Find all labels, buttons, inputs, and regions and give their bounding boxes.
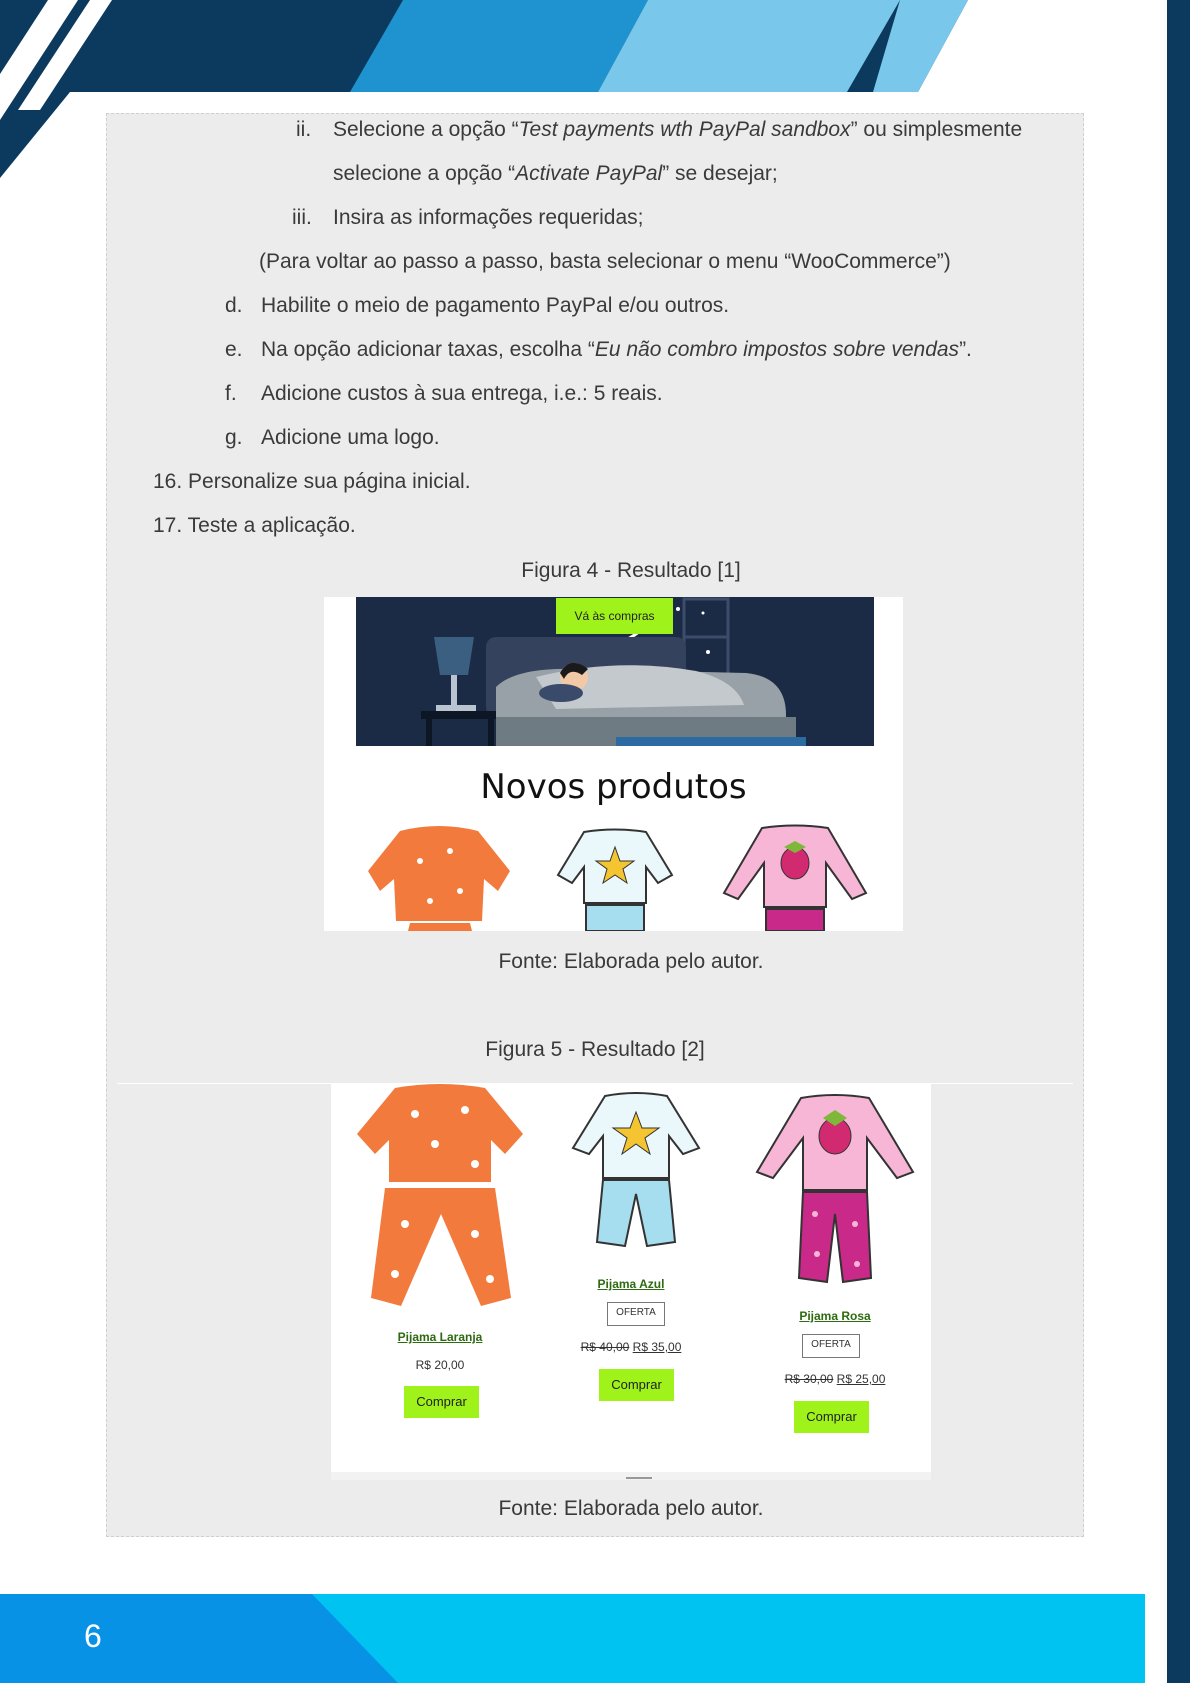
product-name-link[interactable]: Pijama Azul	[597, 1277, 665, 1291]
orange-pajama-image	[360, 821, 518, 931]
figure5-caption: Figura 5 - Resultado [2]	[485, 1038, 705, 1061]
pink-pajama-image	[720, 823, 870, 931]
footer-band	[0, 1594, 1145, 1683]
new-products-heading: Novos produtos	[480, 767, 747, 807]
list-item-f: Adicione custos à sua entrega, i.e.: 5 reais.	[261, 382, 663, 405]
right-sidebar-bar	[1167, 0, 1190, 1683]
shop-now-button[interactable]: Vá às compras	[556, 598, 673, 634]
blue-pajama-image	[571, 1092, 701, 1252]
list-letter-g: g.	[225, 426, 243, 449]
product-price: R$ 20,00	[415, 1358, 465, 1372]
list-item-16: 16. Personalize sua página inicial.	[153, 470, 471, 493]
list-letter-e: e.	[225, 338, 243, 361]
list-item-iii: Insira as informações requeridas;	[333, 206, 644, 229]
list-item-e: Na opção adicionar taxas, escolha “Eu não combro impostos sobre vendas”.	[261, 338, 972, 361]
sale-badge: OFERTA	[607, 1302, 665, 1326]
list-item-ii-line1: Selecione a opção “Test payments wth PayPal sandbox” ou simplesmente	[333, 118, 1023, 141]
list-number-iii: iii.	[292, 206, 312, 229]
figure4-source: Fonte: Elaborada pelo autor.	[498, 950, 764, 973]
orange-pajama-image	[355, 1084, 525, 1314]
list-item-17: 17. Teste a aplicação.	[153, 514, 356, 537]
blue-pajama-image	[554, 827, 676, 931]
pink-pajama-image	[755, 1094, 915, 1294]
list-letter-d: d.	[225, 294, 243, 317]
buy-button[interactable]: Comprar	[404, 1386, 479, 1418]
right-sidebar-gap	[1160, 0, 1167, 1683]
product-name-link[interactable]: Pijama Laranja	[397, 1330, 483, 1344]
scroll-indicator	[626, 1477, 652, 1479]
product-price: R$ 30,00 R$ 25,00	[784, 1372, 886, 1386]
list-item-ii-line2: selecione a opção “Activate PayPal” se desejar;	[333, 162, 778, 185]
list-item-g: Adicione uma logo.	[261, 426, 440, 449]
list-item-d: Habilite o meio de pagamento PayPal e/ou outros.	[261, 294, 730, 317]
list-number-ii: ii.	[296, 118, 312, 141]
buy-button[interactable]: Comprar	[599, 1369, 674, 1401]
buy-button[interactable]: Comprar	[794, 1401, 869, 1433]
product-name-link[interactable]: Pijama Rosa	[799, 1309, 871, 1323]
page-number: 6	[84, 1618, 102, 1654]
list-note: (Para voltar ao passo a passo, basta selecionar o menu “WooCommerce”)	[259, 250, 951, 273]
product-price: R$ 40,00 R$ 35,00	[580, 1340, 682, 1354]
figure4-image	[324, 597, 903, 931]
list-letter-f: f.	[225, 382, 237, 405]
figure4-caption: Figura 4 - Resultado [1]	[521, 559, 741, 582]
figure5-source: Fonte: Elaborada pelo autor.	[498, 1497, 764, 1520]
figure5-image	[331, 1084, 931, 1480]
sale-badge: OFERTA	[802, 1334, 860, 1358]
